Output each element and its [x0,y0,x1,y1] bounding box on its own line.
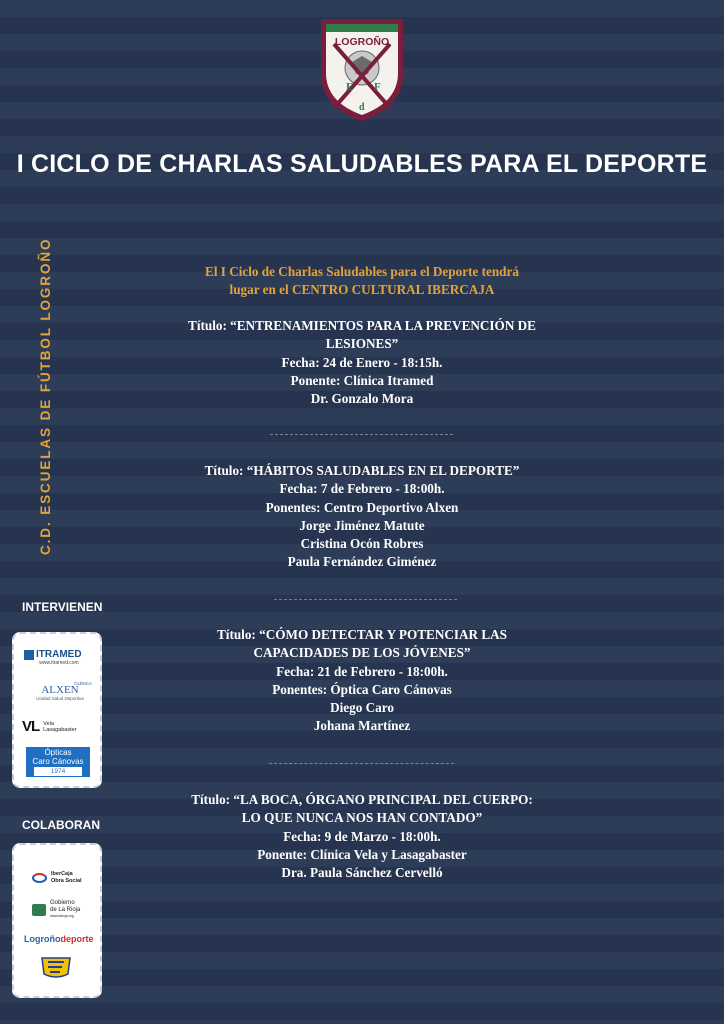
talk-4: Título: “LA BOCA, ÓRGANO PRINCIPAL DEL CUERPO: LO QUE NUNCA NOS HAN CONTADO” Fecha: 9 de Marzo - 18:00h. Ponente: Clínica Vela y Lasagabaster Dra. Paula Sánchez Cervelló [191,792,533,881]
talk-1: Título: “ENTRENAMIENTOS PARA LA PREVENCIÓN DE LESIONES” Fecha: 24 de Enero - 18:15h. Ponente: Clínica Itramed Dr. Gonzalo Mora [188,318,536,407]
colaboran-logos [12,843,102,998]
talk-2: Título: “HÁBITOS SALUDABLES EN EL DEPORTE” Fecha: 7 de Febrero - 18:00h. Ponentes: Centro Deportivo Alxen Jorge Jiménez Matute Cristina Ocón Robres Paula Fernández Giménez [204,463,520,570]
separator [274,599,457,600]
optica-logo: Ópticas Caro Cánovas 1974 [26,747,90,777]
separator [270,434,453,435]
cross-icon [24,650,34,660]
vela-logo: VL Vela Lasagabaster [22,718,77,735]
rioja-icon [32,904,46,916]
club-vertical-name: C.D. ESCUELAS DE FÚTBOL LOGROÑO [38,237,53,555]
rioja-logo: Gobierno de La Rioja www.larioja.org [32,900,80,920]
intervienen-label: INTERVIENEN [22,600,103,614]
crest-name: LOGROÑO [334,36,390,48]
federation-logo [40,956,72,985]
crest-letter-e: E [346,81,354,93]
separator [269,763,454,764]
itramed-logo: ITRAMED www.itramed.com [24,649,94,666]
intervienen-logos [12,632,102,788]
ibercaja-logo: IberCaja Obra Social [32,871,82,884]
ibercaja-icon [32,873,47,883]
page-title: I CICLO DE CHARLAS SALUDABLES PARA EL DEPORTE [16,150,708,178]
talk-3: Título: “CÓMO DETECTAR Y POTENCIAR LAS CAPACIDADES DE LOS JÓVENES” Fecha: 21 de Febrero - 18:00h. Ponentes: Óptica Caro Cánovas Diego Caro Johana Martínez [216,627,508,734]
club-crest [318,16,406,124]
crest-letter-d: d [359,102,365,113]
logrono-deporte-logo: Logroñodeporte [24,934,94,944]
alxen-logo: CLÍNICA ALXEN Unidad Salud Deportiva [36,681,92,701]
intro-text: El I Ciclo de Charlas Saludables para el Deporte tendrá lugar en el CENTRO CULTURAL IBERCAJA [205,264,519,298]
crest-letter-f: F [374,81,381,93]
colaboran-label: COLABORAN [22,818,100,832]
